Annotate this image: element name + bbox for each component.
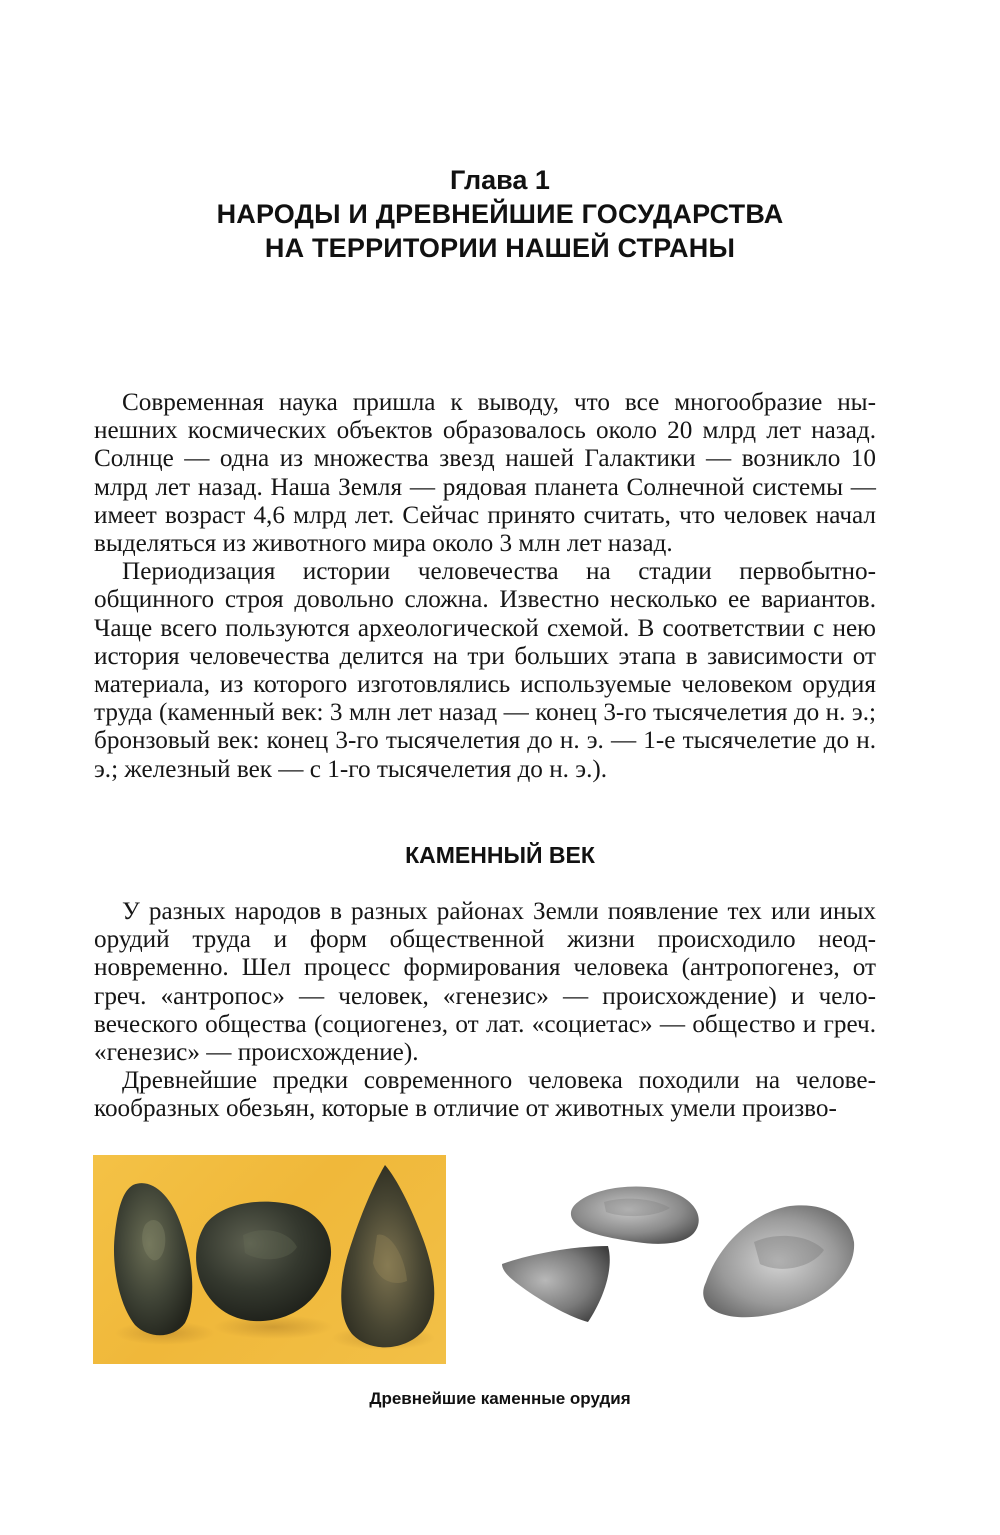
- intro-paragraph: Современная наука пришла к выводу, что все многообразие нынешних космических объектов образовалось около 20 млрд лет назад. Солнце — одна из множества звезд нашей Галактики — возникло 10 млрд лет назад. Наша Земля — рядовая планета Солнечной системы — имеет возраст 4,6 млрд лет. Сейчас принято считать, что человек начал выделяться из животного мира около 3 млн лет назад.: [94, 389, 876, 558]
- section-heading: КАМЕННЫЙ ВЕК: [405, 842, 595, 868]
- figure-caption: Древнейшие каменные орудия: [369, 1389, 631, 1408]
- chapter-number: Глава 1: [450, 165, 550, 195]
- stone-tool-2: [196, 1202, 331, 1322]
- chapter-title-line-1: НАРОДЫ И ДРЕВНЕЙШИЕ ГОСУДАРСТВА: [216, 199, 784, 229]
- stone-tools-color-illustration: [93, 1155, 446, 1364]
- stone-tools-gray-illustration: [494, 1172, 864, 1342]
- chapter-title-line-2: НА ТЕРРИТОРИИ НАШЕЙ СТРАНЫ: [264, 233, 736, 263]
- chapter-heading: [0, 163, 1000, 265]
- section-paragraph: Древнейшие предки современного человека походили на человекообразных обезьян, которые в отличие от животных умели произво-: [94, 1067, 876, 1123]
- intro-paragraph: Периодизация истории человечества на стадии первобытнообщинного строя довольно сложна. Известно несколько ее вариантов. Чаще всего пользуются археологической схемой. В соответствии с нею история человечества делится на три больших этапа в зависимости от материала, из которого изготовлялись используемые человеком орудия труда (каменный век: 3 млн лет назад — конец 3-го тысячелетия до н. э.; бронзовый век: конец 3-го тысячелетия до н. э. — 1-е тысячелетие до н. э.; железный век — с 1-го тысячелетия до н. э.).: [94, 558, 876, 783]
- stone-tools-photo-gray: [494, 1172, 864, 1342]
- section-text: [94, 898, 876, 1124]
- section-paragraph: У разных народов в разных районах Земли появление тех или иных орудий труда и форм общественной жизни происходило неодновременно. Шел процесс формирования человека (антропогенез, от греч. «антропос» — человек, «генезис» — происхождение) и человеческого общества (социогенез, от лат. «социетас» — общество и греч. «генезис» — происхождение).: [94, 898, 876, 1067]
- intro-text: [94, 389, 876, 784]
- stone-tools-photo-color: [93, 1155, 446, 1364]
- stone-flake-2: [502, 1246, 610, 1322]
